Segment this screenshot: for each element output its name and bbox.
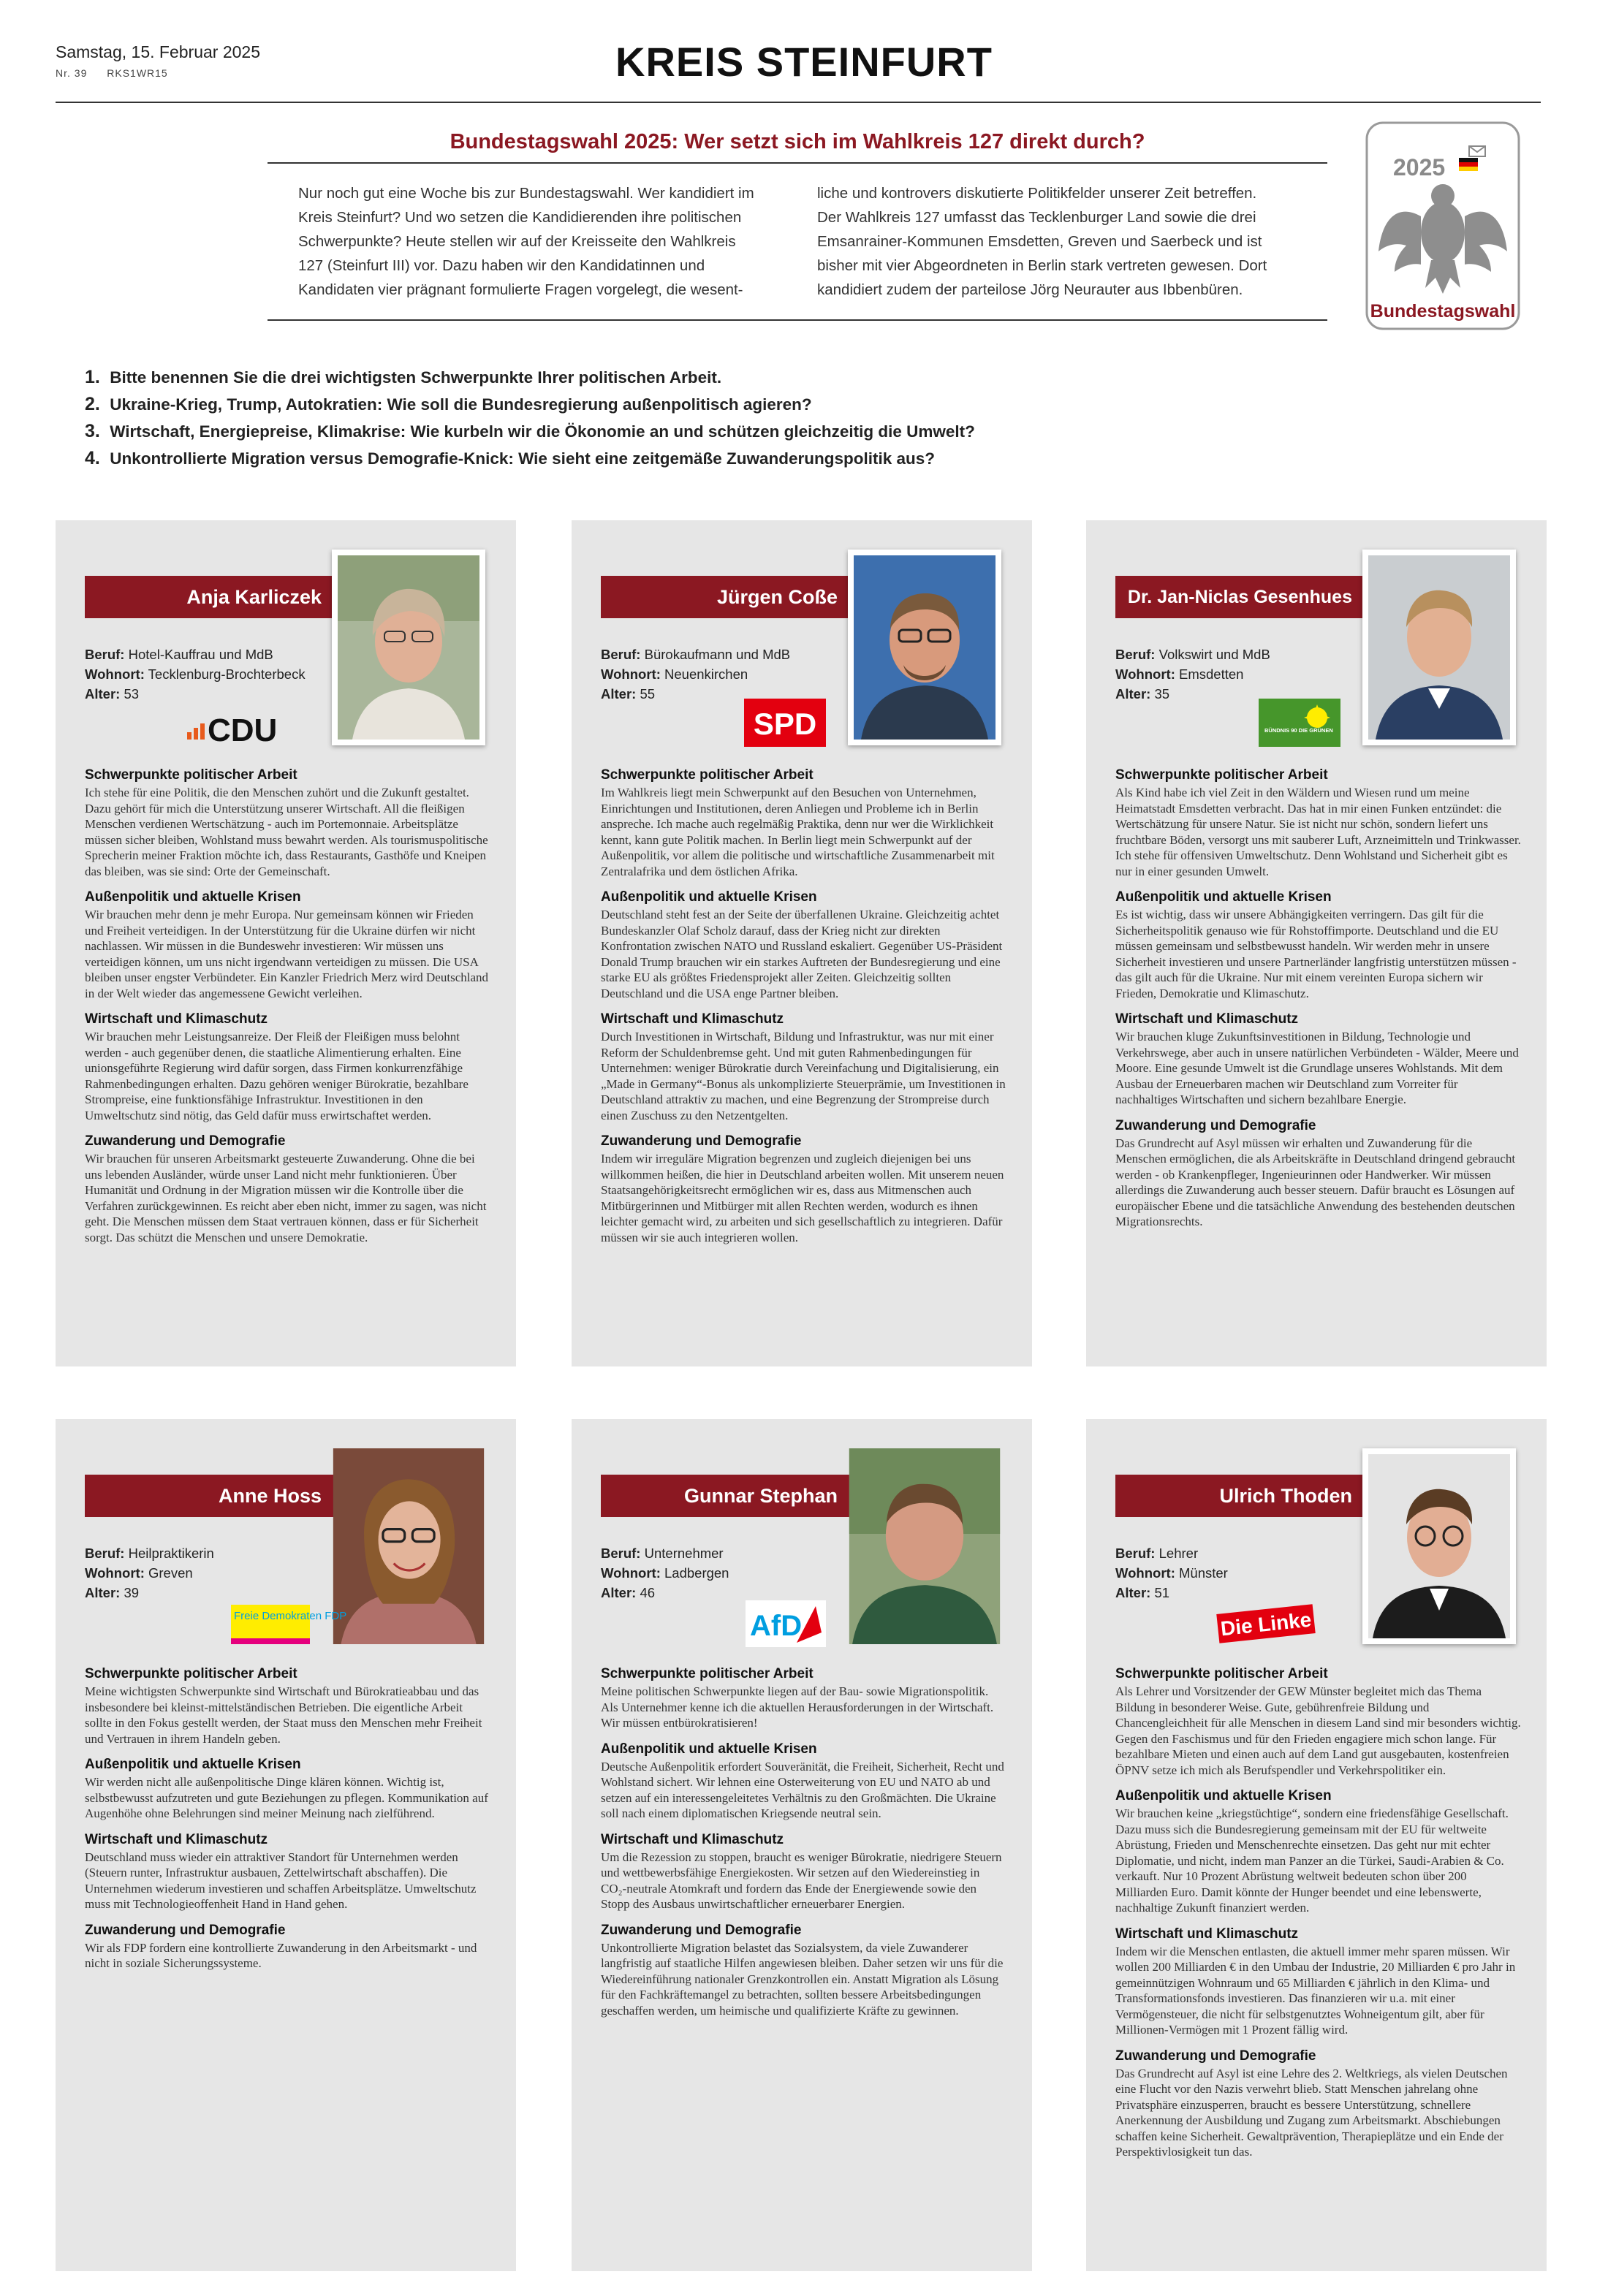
label-wohnort: Wohnort: [85, 666, 145, 682]
question-list [85, 364, 1327, 472]
candidate-alter: 35 [1154, 686, 1170, 702]
candidate-wohnort: Münster [1179, 1565, 1228, 1581]
section-heading: Zuwanderung und Demografie [85, 1133, 286, 1149]
label-alter: Alter: [85, 686, 121, 702]
section-heading: Zuwanderung und Demografie [601, 1133, 802, 1149]
question-text: Ukraine-Krieg, Trump, Autokratien: Wie soll die Bundesregierung außenpolitisch agieren? [110, 395, 812, 414]
candidate-photo [1362, 1448, 1516, 1644]
candidate-card [56, 520, 516, 1366]
party-name: SPD [753, 707, 817, 741]
intro-text-left: Nur noch gut eine Woche bis zur Bundestagswahl. Wer kandidiert im Kreis Steinfurt? Und wo setzen die Kandidierenden ihre politischen Schwerpunkte? Heute stellen wir auf der Kreisseite den Wahlkreis 127 (Steinfurt III) vor. Dazu haben wir den Kandidatinnen und Kandidaten vier prägnant formulierte Fragen vorgelegt, die wesent- [298, 185, 754, 298]
candidate-beruf: Hotel-Kauffrau und MdB [128, 647, 273, 662]
section-heading: Außenpolitik und aktuelle Krisen [1115, 1788, 1332, 1803]
cdu-logo [186, 712, 311, 749]
label-beruf: Beruf: [1115, 647, 1156, 662]
candidate-card [1086, 520, 1547, 1366]
section-text: Meine wichtigsten Schwerpunkte sind Wirtschaft und Bürokratieabbau und das insbesondere bei kleinst-mittelständischen Betrieben. Die eigentliche Arbeit sollte in den Fokus gestellt werden, der Staat muss den Menschen mehr Freiheit und Vertrauen in ihrem Handeln geben. [85, 1684, 482, 1746]
section-heading: Außenpolitik und aktuelle Krisen [1115, 889, 1332, 905]
issue-code: RKS1WR15 [107, 67, 168, 79]
candidate-photo [1362, 550, 1516, 745]
candidate-wohnort: Neuenkirchen [664, 666, 748, 682]
label-wohnort: Wohnort: [85, 1565, 145, 1581]
party-name: Die Linke [1219, 1608, 1313, 1641]
fdp-logo [231, 1605, 347, 1648]
candidate-beruf: Volkswirt und MdB [1158, 647, 1270, 662]
linke-logo [1215, 1603, 1317, 1648]
section-text: Wir brauchen kluge Zukunftsinvestitionen in Bildung, Technologie und Verkehrswege, aber auch in unsere natürlichen Verbündeten - Wälder, Meere und Moore. Eine gesunde Umwelt ist die Grundlage unseres Wohlstands. Mit dem Ausbau der Erneuerbaren machen wir Deutschland zum Vorreiter für nachhaltiges Wirtschaften und sichern bezahlbare Energie. [1115, 1030, 1519, 1106]
label-wohnort: Wohnort: [601, 666, 661, 682]
candidate-beruf: Unternehmer [644, 1546, 724, 1561]
candidate-alter: 55 [640, 686, 656, 702]
intro-rule-bottom [268, 319, 1327, 321]
issue-number: Nr. 39 [56, 67, 88, 79]
candidate-facts [1115, 645, 1270, 704]
section-heading: Außenpolitik und aktuelle Krisen [601, 1741, 817, 1757]
section-text: Das Grundrecht auf Asyl ist eine Lehre des 2. Weltkriegs, als vielen Deutschen eine Flucht vor den Nazis verwehrt blieb. Statt Menschen jahrelang ohne Privatsphäre einzusperren, braucht es bessere Unterstützung, schnellere Anerkennung der Ausbildung und Zugang zum Arbeitsmarkt. Abschiebungen schaffen keine Sicherheit. Gewaltprävention, Therapieplätze und ein Ende der Perspektivlosigkeit tun das. [1115, 2066, 1508, 2159]
label-alter: Alter: [1115, 1585, 1151, 1600]
label-beruf: Beruf: [85, 647, 125, 662]
answer-sections [601, 766, 1006, 1254]
question-text: Wirtschaft, Energiepreise, Klimakrise: Wie kurbeln wir die Ökonomie an und schützen gleichzeitig die Umwelt? [110, 422, 975, 441]
badge-year: 2025 [1393, 154, 1446, 180]
section-text: Als Kind habe ich viel Zeit in den Wäldern und Wiesen rund um meine Heimatstadt Emsdetten verbracht. Das hat in mir einen Funken entzündet: die Wertschätzung für unsere Natur. Sie ist nicht nur schön, sondern liefert uns fruchtbare Böden, versorgt uns mit sauberer Luft, Arzneimitteln und Trinkwasser. Ich stehe für offensiven Umweltschutz. Denn Wohlstand und Sicherheit gibt es nur in einer gesunden Umwelt. [1115, 786, 1521, 878]
candidate-beruf: Heilpraktikerin [128, 1546, 214, 1561]
question-text: Unkontrollierte Migration versus Demografie-Knick: Wie sieht eine zeitgemäße Zuwanderungspolitik aus? [110, 449, 936, 468]
section-text: Wir werden nicht alle außenpolitische Dinge klären können. Wichtig ist, selbstbewusst aufzutreten und gute Beziehungen zu pflegen. Kommunikation auf Augenhöhe ohne Belehrungen sind meiner Meinung nach zielführend. [85, 1775, 488, 1820]
badge-label: Bundestagswahl [1370, 301, 1516, 322]
section-text: Durch Investitionen in Wirtschaft, Bildung und Infrastruktur, was nur mit einer Reform der Schuldenbremse geht. Und mit guten Rahmenbedingungen für Unternehmen: weniger Bürokratie durch Vereinfachung und Digitalisierung, ein „Made in Germany“-Bonus als unkomplizierte Steuerprämie, um Investitionen in Deutschland attraktiv zu machen, und eine Begrenzung der Strompreise durch einen Zuschuss zu den Netzentgelten. [601, 1030, 1006, 1122]
candidate-photo [848, 1448, 1001, 1644]
candidate-name: Anne Hoss [218, 1485, 322, 1507]
section-heading: Wirtschaft und Klimaschutz [85, 1831, 268, 1847]
candidate-card [1086, 1419, 1547, 2271]
candidate-beruf: Bürokaufmann und MdB [644, 647, 791, 662]
intro-rule-top [268, 162, 1327, 164]
section-heading: Zuwanderung und Demografie [1115, 1117, 1316, 1133]
candidate-name-bar [85, 1475, 333, 1517]
section-heading: Schwerpunkte politischer Arbeit [1115, 1666, 1328, 1681]
section-heading: Außenpolitik und aktuelle Krisen [85, 889, 301, 905]
section-heading: Schwerpunkte politischer Arbeit [85, 767, 297, 783]
candidate-wohnort: Greven [148, 1565, 193, 1581]
candidate-card [572, 1419, 1032, 2271]
label-wohnort: Wohnort: [1115, 666, 1175, 682]
candidate-facts [85, 645, 306, 704]
question-number: 2. [85, 394, 100, 414]
label-beruf: Beruf: [601, 1546, 641, 1561]
afd-logo [746, 1600, 826, 1651]
section-text: Deutschland steht fest an der Seite der überfallenen Ukraine. Gleichzeitig achtet Bundeskanzler Olaf Scholz darauf, dass der Krieg nicht zur direkten Konfrontation zwischen NATO und Russland eskaliert. Gegenüber US-Präsident Donald Trump brauchen wir ein starkes Auftreten der Bundesregierung und eine starke EU als größtes Friedensprojekt aller Zeiten. Gleichzeitig sollten Deutschland und die USA enge Partner bleiben. [601, 908, 1003, 1000]
candidate-name: Ulrich Thoden [1219, 1485, 1352, 1507]
section-text: Meine politischen Schwerpunkte liegen auf der Bau- sowie Migrationspolitik. Als Unternehmer kenne ich die aktuellen Herausforderungen in der Wirtschaft. Wir müssen entbürokratisieren! [601, 1684, 994, 1730]
label-beruf: Beruf: [601, 647, 641, 662]
intro-title: Bundestagswahl 2025: Wer setzt sich im Wahlkreis 127 direkt durch? [450, 130, 1145, 153]
section-text: Unkontrollierte Migration belastet das Sozialsystem, da viele Zuwanderer langfristig auf staatliche Hilfen angewiesen bleiben. Daher setzen wir uns für die Wiedereinführung nationaler Grenzkontrollen ein. Anstatt Migration als Lösung für den Fachkräftemangel zu betrachten, sollten bessere Arbeitsbedingungen geschaffen werden, um heimische und qualifizierte Kräfte zu gewinnen. [601, 1940, 1004, 2018]
candidate-alter: 53 [124, 686, 140, 702]
section-heading: Schwerpunkte politischer Arbeit [85, 1666, 297, 1681]
candidate-name: Anja Karliczek [186, 586, 322, 608]
section-heading: Zuwanderung und Demografie [601, 1922, 802, 1938]
header-divider [56, 102, 1541, 103]
section-text: Als Lehrer und Vorsitzender der GEW Münster begleitet mich das Thema Bildung in besonderer Weise. Gute, gebührenfreie Bildung und Chancengleichheit für alle Menschen in diesem Land sind mir besonders wichtig. Gegen den Faschismus und für den Frieden engagiere mich schon lange. Für bezahlbare Mieten und einen auch auf dem Land gut ausgebauten, kostenfreien ÖPNV setze ich mich als Berufspendler und Verkehrspolitiker ein. [1115, 1684, 1521, 1777]
issue-date: Samstag, 15. Februar 2025 [56, 42, 260, 61]
section-heading: Außenpolitik und aktuelle Krisen [85, 1757, 301, 1772]
section-text: Wir als FDP fordern eine kontrollierte Zuwanderung in den Arbeitsmarkt - und nicht in soziale Sicherungssysteme. [85, 1940, 477, 1970]
candidate-beruf: Lehrer [1158, 1546, 1199, 1561]
candidate-facts [601, 645, 790, 704]
section-heading: Wirtschaft und Klimaschutz [601, 1011, 784, 1027]
answer-sections [1115, 766, 1521, 1239]
label-alter: Alter: [601, 1585, 637, 1600]
label-wohnort: Wohnort: [1115, 1565, 1175, 1581]
party-name: BÜNDNIS 90 DIE GRÜNEN [1264, 727, 1333, 734]
candidate-wohnort: Emsdetten [1179, 666, 1244, 682]
question-number: 1. [85, 367, 100, 387]
candidate-wohnort: Tecklenburg-Brochterbeck [148, 666, 306, 682]
candidate-facts [1115, 1543, 1228, 1603]
question-item [85, 445, 1327, 472]
candidate-facts [601, 1543, 729, 1603]
section-text: Das Grundrecht auf Asyl müssen wir erhalten und Zuwanderung für die Menschen ermöglichen, die als Arbeitskräfte in Deutschland dringend gebraucht werden - ob Krankenpfleger, Ingenieurinnen oder Handwerker. Wir müssen allerdings die Zuwanderung auch besser steuern. Dafür braucht es Lösungen auf europäischer Ebene und die tatsächliche Anwendung des bestehenden deutschen Migrationsrechts. [1115, 1136, 1516, 1228]
section-heading: Zuwanderung und Demografie [1115, 2048, 1316, 2064]
question-item [85, 364, 1327, 391]
candidate-wohnort: Ladbergen [664, 1565, 729, 1581]
answer-sections [601, 1665, 1006, 2027]
section-text: Indem wir die Menschen entlasten, die aktuell immer mehr sparen müssen. Wir wollen 200 Milliarden € in den Umbau der Industrie, 20 Milliarden € pro Jahr in gemeinnützigen Wohnraum und 65 Milliarden € jährlich in den Klima- und Transformationsfonds investieren. Das finanzieren wir u.a. mit einer Vermögensteuer, die nicht für selbstgenutztes Wohneigentum gilt, aber für Millionen-Vermögen mit 1 Prozent fällig wird. [1115, 1944, 1516, 2037]
section-heading: Schwerpunkte politischer Arbeit [601, 767, 814, 783]
candidate-photo [332, 1448, 485, 1644]
question-item [85, 391, 1327, 418]
section-heading: Wirtschaft und Klimaschutz [1115, 1011, 1299, 1027]
answer-sections [85, 766, 490, 1254]
answer-sections [1115, 1665, 1521, 2169]
page-title: KREIS STEINFURT [615, 39, 993, 85]
candidate-name: Gunnar Stephan [683, 1485, 838, 1507]
question-number: 3. [85, 421, 100, 441]
gruene-logo [1259, 699, 1340, 750]
section-heading: Außenpolitik und aktuelle Krisen [601, 889, 817, 905]
section-text: Ich stehe für eine Politik, die den Menschen zuhört und die Zukunft gestaltet. Dazu gehört für mich die Unterstützung unserer Wirtschaft. All die fleißigen Menschen verdienen Wertschätzung - auch im Portemonnaie. Arbeitsplätze müssen sicher bleiben, Wohlstand muss bewahrt werden. Als tourismuspolitische Sprecherin meiner Fraktion möchte ich, dass Restaurants, Gasthöfe und Kneipen das bleiben, was sie sind: Orte der Gemeinschaft. [85, 786, 488, 878]
candidate-alter: 39 [124, 1585, 140, 1600]
label-beruf: Beruf: [1115, 1546, 1156, 1561]
section-heading: Wirtschaft und Klimaschutz [85, 1011, 268, 1027]
section-heading: Zuwanderung und Demografie [85, 1922, 286, 1938]
party-name: CDU [208, 712, 278, 748]
party-name: AfD [750, 1610, 803, 1642]
section-heading: Schwerpunkte politischer Arbeit [1115, 767, 1328, 783]
question-item [85, 418, 1327, 445]
candidate-name-bar [1115, 1475, 1364, 1517]
candidate-card [56, 1419, 516, 2271]
section-text: Wir brauchen mehr denn je mehr Europa. Nur gemeinsam können wir Frieden und Freiheit verteidigen. In der Unterstützung für die Ukraine dürfen wir nicht nachlassen. Wir müssen in die Bundeswehr investieren: Wir müssen uns verteidigen können, um uns nicht irgendwann verteidigen zu müssen. Die USA bleiben unser engster Verbündeter. Ein Kanzler Friedrich Merz wird Deutschland in der Welt wieder das angemessene Gewicht verleihen. [85, 908, 489, 1000]
label-alter: Alter: [601, 686, 637, 702]
section-text: Deutsche Außenpolitik erfordert Souveränität, die Freiheit, Sicherheit, Recht und Wohlstand sichert. Wir lehnen eine Osterweiterung von EU und NATO ab und setzen auf ein interessengeleitetes Verhältnis zu den Großmächten. Die Ukraine soll nach einem diplomatischen Kriegsende neutral sein. [601, 1759, 1004, 1820]
section-text: Wir brauchen für unseren Arbeitsmarkt gesteuerte Zuwanderung. Ohne die bei uns lebenden Ausländer, würde unser Land nicht mehr funktionieren. Über Humanität und Ordnung in der Migration müssen wir die Kontrolle über die Verfahren zurückgewinnen. Es reicht aber eben nicht, immer zu sagen, was nicht geht. Die Menschen müssen dem Staat vertrauen können, dass er für Sicherheit sorgt. Das schützt die Menschen und unsere Demokratie. [85, 1152, 487, 1244]
question-text: Bitte benennen Sie die drei wichtigsten Schwerpunkte Ihrer politischen Arbeit. [110, 368, 722, 387]
candidate-facts [85, 1543, 214, 1603]
candidate-name: Dr. Jan-Niclas Gesenhues [1127, 587, 1352, 607]
section-heading: Schwerpunkte politischer Arbeit [601, 1666, 814, 1681]
candidate-photo [848, 550, 1001, 745]
candidate-alter: 46 [640, 1585, 656, 1600]
candidate-alter: 51 [1154, 1585, 1170, 1600]
candidate-name-bar [601, 1475, 849, 1517]
section-text: Wir brauchen mehr Leistungsanreize. Der Fleiß der Fleißigen muss belohnt werden - auch gegenüber denen, die staatliche Alimentierung erhalten. Eine unionsgeführte Regierung wird dafür sorgen, dass Firmen konkurrenzfähige Rahmenbedingungen erhalten. Dazu gehören weniger Bürokratie, bezahlbare Strompreise, eine funktionsfähige Infrastruktur. Investitionen in den Umweltschutz sind nötig, das Geld dafür muss erwirtschaftet werden. [85, 1030, 469, 1122]
candidate-name: Jürgen Coße [716, 586, 838, 608]
answer-sections [85, 1665, 490, 1980]
section-text: Wir brauchen keine „kriegstüchtige“, sondern eine friedensfähige Gesellschaft. Dazu muss sich die Bundesregierung gemeinsam mit der EU für weltweite Abrüstung, Frieden und Menschenrechte einsetzen. Das geht nur mit echter Diplomatie, und nicht, indem man Panzer an die Türkei, Saudi-Arabien & Co. verkauft. Nur 10 Prozent Abrüstung weltweit bedeuten schon über 200 Milliarden Euro. Damit könnte der Hunger beendet und eine lebenswerte, nachhaltige Zukunft finanziert werden. [1115, 1806, 1509, 1915]
label-alter: Alter: [1115, 686, 1151, 702]
section-text: Deutschland muss wieder ein attraktiver Standort für Unternehmen werden (Steuern runter, Infrastruktur ausbauen, Zettelwirtschaft abschaffen). Die Unternehmen wiederum investieren und schaffen Arbeitsplätze. Umweltschutz muss mit Technologieoffenheit Hand in Hand gehen. [85, 1850, 477, 1911]
intro-text-right: liche und kontrovers diskutierte Politikfelder unserer Zeit betreffen. Der Wahlkreis 127 umfasst das Tecklenburger Land sowie die drei Emsanrainer-Kommunen Emsdetten, Greven und Saerbeck und ist bisher mit vier Abgeordneten in Berlin stark vertreten gewesen. Dort kandidiert zudem der parteilose Jörg Neurauter aus Ibbenbüren. [817, 185, 1267, 298]
bundestagswahl-logo [1365, 121, 1520, 330]
label-beruf: Beruf: [85, 1546, 125, 1561]
section-text: Indem wir irreguläre Migration begrenzen und zugleich diejenigen bei uns willkommen heißen, die hier in Deutschland arbeiten wollen. Mit unserem neuen Staatsangehörigkeitsrecht ermöglichen wir es, dass aus Mitmenschen auch Mitbürgerinnen und Mitbürger mit allen Rechten werden, wodurch es ihnen leichter gemacht wird, zu arbeiten und sich gesellschaftlich zu integrieren. Dafür müssen wir sie auch integrieren wollen. [601, 1152, 1004, 1244]
section-text: Im Wahlkreis liegt mein Schwerpunkt auf den Besuchen von Unternehmen, Einrichtungen und Institutionen, deren Anliegen und Probleme ich in Berlin anspreche. Ich mache auch regelmäßig Praktika, denn nur wer die Wirklichkeit kennt, kann gute Politik machen. In Berlin liegt mein Schwerpunkt auf der Außenpolitik, vor allem die politische und wirtschaftliche Zusammenarbeit mit Zentralafrika und dem östlichen Afrika. [601, 786, 995, 878]
party-name: Freie Demokraten FDP [234, 1610, 347, 1622]
candidate-photo [332, 550, 485, 745]
spd-logo [744, 699, 826, 750]
section-text: Um die Rezession zu stoppen, braucht es weniger Bürokratie, niedrigere Steuern und wettbewerbsfähige Energiekosten. Wir setzen auf den Wiedereinstieg in CO₂-neutrale Atomkraft und fordern das Ende der Energiewende sowie den Stopp des Ausbaus unwirtschaftlicher erneuerbarer Energien. [601, 1850, 1002, 1911]
candidate-name-bar [1115, 576, 1364, 618]
section-heading: Wirtschaft und Klimaschutz [601, 1831, 784, 1847]
label-alter: Alter: [85, 1585, 121, 1600]
question-number: 4. [85, 448, 100, 468]
label-wohnort: Wohnort: [601, 1565, 661, 1581]
section-heading: Wirtschaft und Klimaschutz [1115, 1926, 1299, 1942]
section-text: Es ist wichtig, dass wir unsere Abhängigkeiten verringern. Das gilt für die Sicherheitspolitik genauso wie für Rohstoffimporte. Deutschland und die EU müssen gemeinsam und selbstbewusst handeln. Wir werden mehr in unsere Sicherheit investieren und unsere Partnerländer langfristig unterstützen müssen - das gilt auch für die Ukraine. Nur mit einem vereinten Europa sichern wir Frieden, Demokratie und Klimaschutz. [1115, 908, 1517, 1000]
candidate-name-bar [85, 576, 333, 618]
candidate-name-bar [601, 576, 849, 618]
candidate-card [572, 520, 1032, 1366]
